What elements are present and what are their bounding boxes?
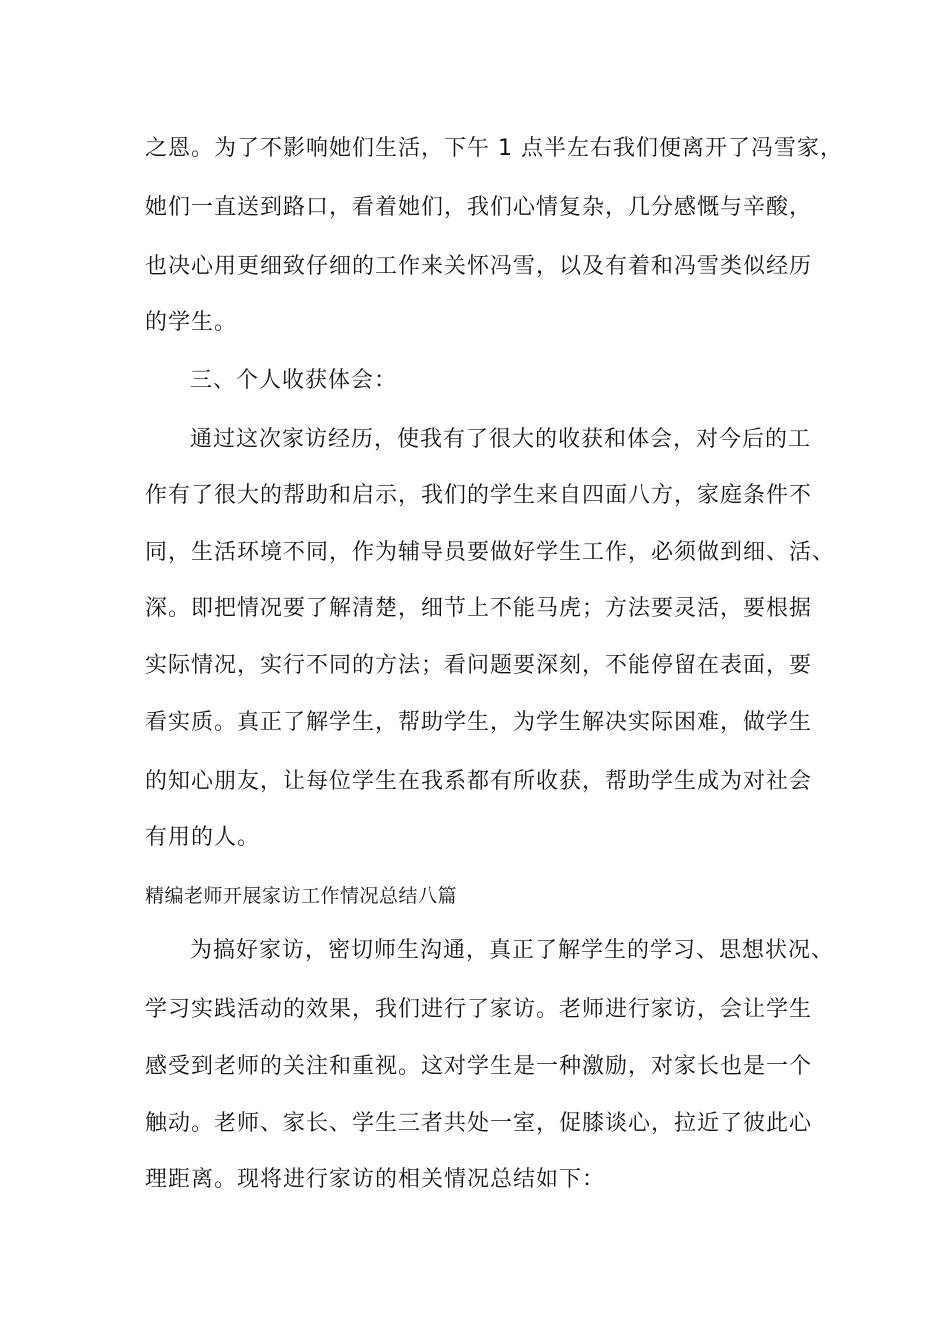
paragraph-line: 理距离。现将进行家访的相关情况总结如下： xyxy=(145,1167,606,1192)
paragraph-line: 的知心朋友，让每位学生在我系都有所收获，帮助学生成为对社会 xyxy=(145,769,813,794)
paragraph-line: 感受到老师的关注和重视。这对学生是一种激励，对家长也是一个 xyxy=(145,1054,813,1079)
paragraph-line: 之恩。为了不影响她们生活，下午 1 点半左右我们便离开了冯雪家， xyxy=(145,136,843,161)
paragraph-line: 触动。老师、家长、学生三者共处一室，促膝谈心，拉近了彼此心 xyxy=(145,1111,813,1136)
paragraph-line: 作有了很大的帮助和启示，我们的学生来自四面八方，家庭条件不 xyxy=(145,483,813,508)
paragraph-line: 也决心用更细致仔细的工作来关怀冯雪，以及有着和冯雪类似经历 xyxy=(145,254,813,279)
paragraph-line: 她们一直送到路口，看着她们，我们心情复杂，几分感慨与辛酸， xyxy=(145,195,813,220)
paragraph-line: 实际情况，实行不同的方法；看问题要深刻，不能停留在表面，要 xyxy=(145,653,813,678)
paragraph-line: 学习实践活动的效果，我们进行了家访。老师进行家访，会让学生 xyxy=(145,997,813,1022)
paragraph-line: 看实质。真正了解学生，帮助学生，为学生解决实际困难，做学生 xyxy=(145,710,813,735)
section-heading: 三、个人收获体会： xyxy=(190,368,398,393)
paragraph-line: 同，生活环境不同，作为辅导员要做好学生工作，必须做到细、活、 xyxy=(145,540,836,565)
article-title: 精编老师开展家访工作情况总结八篇 xyxy=(145,885,458,907)
paragraph-line: 有用的人。 xyxy=(145,825,261,850)
paragraph-line: 深。即把情况要了解清楚，细节上不能马虎；方法要灵活，要根据 xyxy=(145,596,813,621)
paragraph-line: 为搞好家访，密切师生沟通，真正了解学生的学习、思想状况、 xyxy=(190,938,835,963)
paragraph-line: 通过这次家访经历，使我有了很大的收获和体会，对今后的工 xyxy=(190,427,812,452)
paragraph-line: 的学生。 xyxy=(145,310,238,335)
